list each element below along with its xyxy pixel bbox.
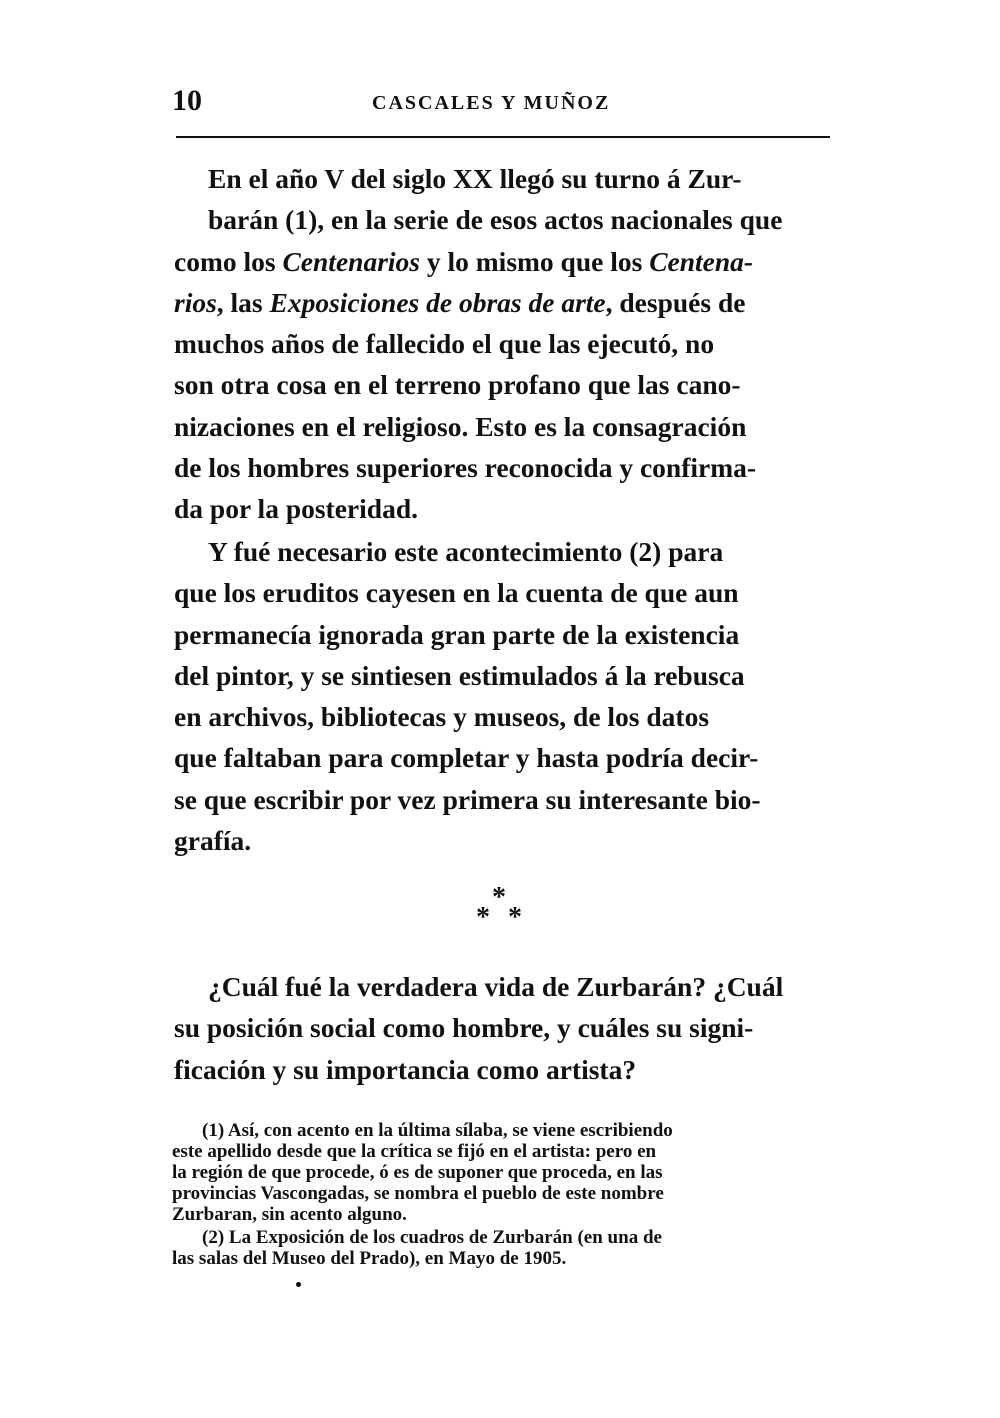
text-line: se que escribir por vez primera su interesante bio- <box>174 783 761 815</box>
footnote-line: Zurbaran, sin acento alguno. <box>172 1204 407 1225</box>
text-line: permanecía ignorada gran parte de la existencia <box>174 618 740 650</box>
footnote-line: este apellido desde que la crítica se fijó en el artista: pero en <box>172 1141 657 1162</box>
text-line <box>174 241 828 282</box>
text-fragment: como los <box>174 245 283 277</box>
text-line: que los eruditos cayesen en la cuenta de que aun <box>174 577 739 609</box>
section-break-asterism <box>470 870 530 933</box>
text-line: que faltaban para completar y hasta podría decir- <box>174 742 759 774</box>
text-line: muchos años de fallecido el que las ejecutó, no <box>174 328 715 360</box>
text-line: en archivos, bibliotecas y museos, de los datos <box>174 701 710 733</box>
text-fragment: , después de <box>605 286 746 318</box>
footnote-line: provincias Vascongadas, se nombra el pueblo de este nombre <box>172 1183 664 1204</box>
footnote-line: (2) La Exposición de los cuadros de Zurbarán (en una de <box>202 1227 662 1248</box>
ink-speck <box>296 1282 301 1287</box>
footnote-line: (1) Así, con acento en la última sílaba, se viene escribiendo <box>202 1120 673 1141</box>
footnote-line: la región de que procede, ó es de suponer que proceda, en las <box>172 1162 663 1183</box>
text-line: ¿Cuál fué la verdadera vida de Zurbarán? ¿Cuál <box>208 971 784 1002</box>
asterism-star-right: * <box>508 902 522 933</box>
footnote-1 <box>172 1120 828 1225</box>
paragraph-1 <box>174 158 828 530</box>
header-rule <box>176 136 830 138</box>
italic-title-centenarios-split: Centena- <box>649 245 754 277</box>
italic-title-centenarios-end: rios <box>174 286 217 318</box>
text-line: barán (1), en la serie de esos actos nacionales que <box>208 204 783 236</box>
running-head: CASCALES Y MUÑOZ <box>372 92 611 114</box>
paragraph-3 <box>174 966 828 1090</box>
paragraph-2 <box>174 531 828 861</box>
text-line <box>174 282 828 323</box>
page-number: 10 <box>172 84 202 117</box>
footnotes <box>172 1120 828 1271</box>
text-line: grafía. <box>174 825 252 857</box>
italic-title-exposiciones: Exposiciones de obras de arte <box>269 286 606 318</box>
text-line: del pintor, y se sintiesen estimulados á la rebusca <box>174 659 745 691</box>
italic-title-centenarios: Centenarios <box>282 245 420 277</box>
footnote-2 <box>172 1227 828 1269</box>
text-line: su posición social como hombre, y cuáles su signi- <box>174 1012 754 1044</box>
asterism-star-left: * <box>476 902 490 933</box>
footnote-line: las salas del Museo del Prado), en Mayo de 1905. <box>172 1248 567 1269</box>
text-line: ficación y su importancia como artista? <box>174 1053 637 1085</box>
text-line: Y fué necesario este acontecimiento (2) para <box>208 536 724 567</box>
text-line: son otra cosa en el terreno profano que las cano- <box>174 369 741 401</box>
text-line: nizaciones en el religioso. Esto es la consagración <box>174 410 747 442</box>
text-line: de los hombres superiores reconocida y confirma- <box>174 452 757 484</box>
asterism-star-top: * <box>492 882 506 913</box>
text-line: En el año V del siglo XX llegó su turno á Zur- <box>208 163 742 194</box>
text-fragment: y lo mismo que los <box>420 245 650 277</box>
text-line: da por la posteridad. <box>174 493 418 525</box>
text-fragment: , las <box>216 286 270 318</box>
